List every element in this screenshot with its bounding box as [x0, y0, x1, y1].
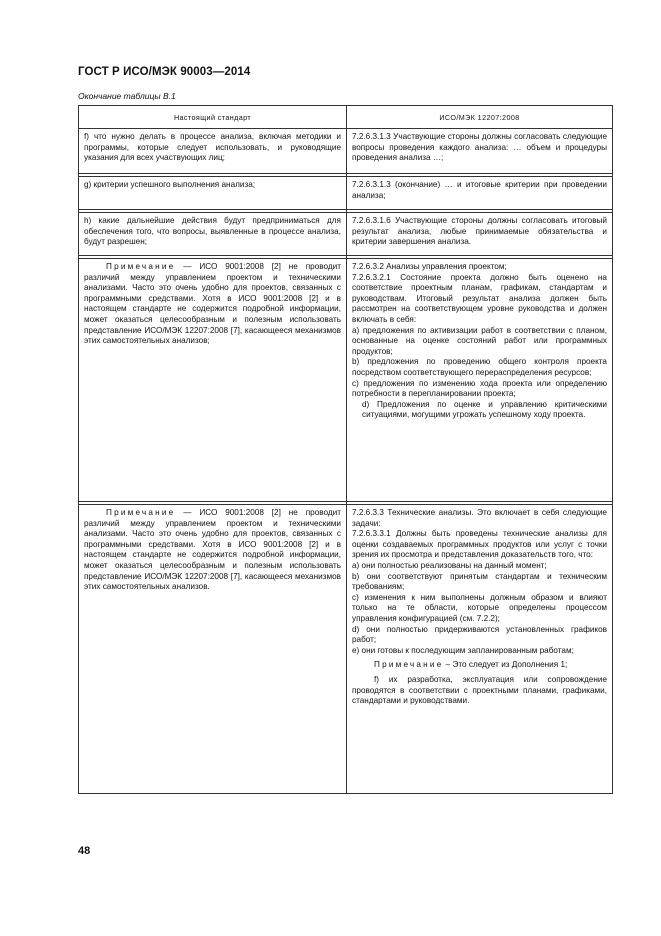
- cell-text: b) они соответствуют принятым стандартам и техническим требованиям;: [352, 571, 607, 592]
- table-cell-left: [79, 129, 347, 174]
- table-cell-left: [79, 177, 347, 210]
- note-label: Примечание: [106, 262, 176, 271]
- table-cell-right: [347, 177, 613, 210]
- column-header-left: Настоящий стандарт: [79, 106, 347, 129]
- note-text: – Это следует из Дополнения 1;: [443, 660, 568, 670]
- table-cell-left: [79, 259, 347, 502]
- page-number: 48: [78, 845, 91, 857]
- cell-text: f) их разработка, эксплуатация или сопровождение проводятся в соответствии с проектными планами, графиками, стандартами и руководствами.: [352, 674, 607, 706]
- cell-text: e) они готовы к последующим запланированным работам;: [352, 645, 574, 655]
- table-row: [79, 129, 613, 174]
- cell-text: 7.2.6.3.2 Анализы управления проектом;: [352, 262, 507, 271]
- table-row: [79, 259, 613, 502]
- table-row: [79, 213, 613, 256]
- note-label: Примечание: [106, 508, 176, 517]
- table-cell-right: [347, 505, 613, 794]
- table-row: [79, 505, 613, 794]
- cell-text: 7.2.6.3.1.3 (окончание) … и итоговые критерии при проведении анализа;: [352, 180, 607, 200]
- table-cell-right: [347, 129, 613, 174]
- note-paragraph: [84, 262, 341, 347]
- cell-text: d) они полностью придерживаются установленных графиков работ;: [352, 624, 607, 645]
- table-cell-left: [79, 505, 347, 794]
- table-cell-right: [347, 259, 613, 502]
- cell-text: 7.2.6.3.2.1 Состояние проекта должно быть оценено на соответствие проектным планам, графикам, стандартам и руководствам. Итоговый результат анализа должен быть рассмотрен на соответствующем уровне руководства и должен включать в себя:: [352, 272, 607, 324]
- cell-text: 7.2.6.3.1.6 Участвующие стороны должны согласовать итоговый результат анализа, любые принимаемые обязательства и критерии завершения анализа.: [352, 216, 607, 247]
- table-header-row: [79, 106, 613, 129]
- cell-text: 7.2.6.3.3.1 Должны быть проведены технические анализы для оценки создаваемых программных продуктов или услуг с точки зрения их просмотра и представления доказательств того, что:: [352, 529, 607, 560]
- cell-text: c) предложения по изменению хода проекта или определению потребности в перепланировании проекта;: [352, 378, 607, 399]
- note-paragraph: [84, 508, 341, 593]
- cell-text: f) что нужно делать в процессе анализа, включая методики и программы, которые следует использовать, и руководящие указания для всех участвующих лиц;: [84, 132, 341, 163]
- cell-text: h) какие дальнейшие действия будут предприниматься для обеспечения того, что вопросы, выявленные в процессе анализа, будут разрешен;: [84, 216, 341, 247]
- page-title: ГОСТ Р ИСО/МЭК 90003—2014: [78, 66, 251, 78]
- note-paragraph: [352, 660, 607, 671]
- note-text: — ИСО 9001:2008 [2] не проводит различий между управлением проектом и техническими анализами. Часто это очень удобно для проектов, связанных с программными средствами. Хотя в ИСО 9001:2008 [2] и в настоящем стандарте не содержится подробной информации, может оказаться целесообразным и полезным использовать представление ИСО/МЭК 12207:2008 [7], касающееся механизмов этих самостоятельных анализов.: [84, 508, 341, 592]
- column-header-right: ИСО/МЭК 12207:2008: [347, 106, 613, 129]
- note-label: Примечание: [374, 660, 444, 670]
- table-caption: Окончание таблицы В.1: [78, 91, 176, 101]
- cell-text: d) Предложения по оценке и управлению критическими ситуациями, могущими угрожать успешному ходу проекта.: [362, 399, 607, 420]
- cell-text: 7.2.6.3.3 Технические анализы. Это включает в себя следующие задачи:: [352, 508, 607, 528]
- table-cell-left: [79, 213, 347, 256]
- cell-text: a) они полностью реализованы на данный момент;: [352, 560, 547, 570]
- cell-text: g) критерии успешного выполнения анализа;: [84, 180, 256, 189]
- table-cell-right: [347, 213, 613, 256]
- cell-text: a) предложения по активизации работ в соответствии с планом, основанные на оценке состояний работ или программных продуктов;: [352, 325, 607, 356]
- cell-text: 7.2.6.3.1.3 Участвующие стороны должны согласовать следующие вопросы проведения каждого анализа: … объем и процедуры проведения анализа …;: [352, 132, 607, 163]
- note-text: — ИСО 9001:2008 [2] не проводит различий между управлением проектом и техническими анализами. Часто это очень удобно для проектов, связанных с программными средствами. Хотя в ИСО 9001:2008 [2] и в настоящем стандарте не содержится подробной информации, может оказаться целесообразным и полезным использовать представление ИСО/МЭК 12207:2008 [7], касающееся механизмов этих самостоятельных анализов;: [84, 262, 341, 346]
- comparison-table: [78, 105, 613, 794]
- table-row: [79, 177, 613, 210]
- cell-text: c) изменения к ним выполнены должным образом и влияют только на те области, которые определены процессом управления конфигурацией (см. 7.2.2);: [352, 592, 607, 623]
- cell-text: b) предложения по проведению общего контроля проекта посредством соответствующего перераспределения ресурсов;: [352, 357, 607, 377]
